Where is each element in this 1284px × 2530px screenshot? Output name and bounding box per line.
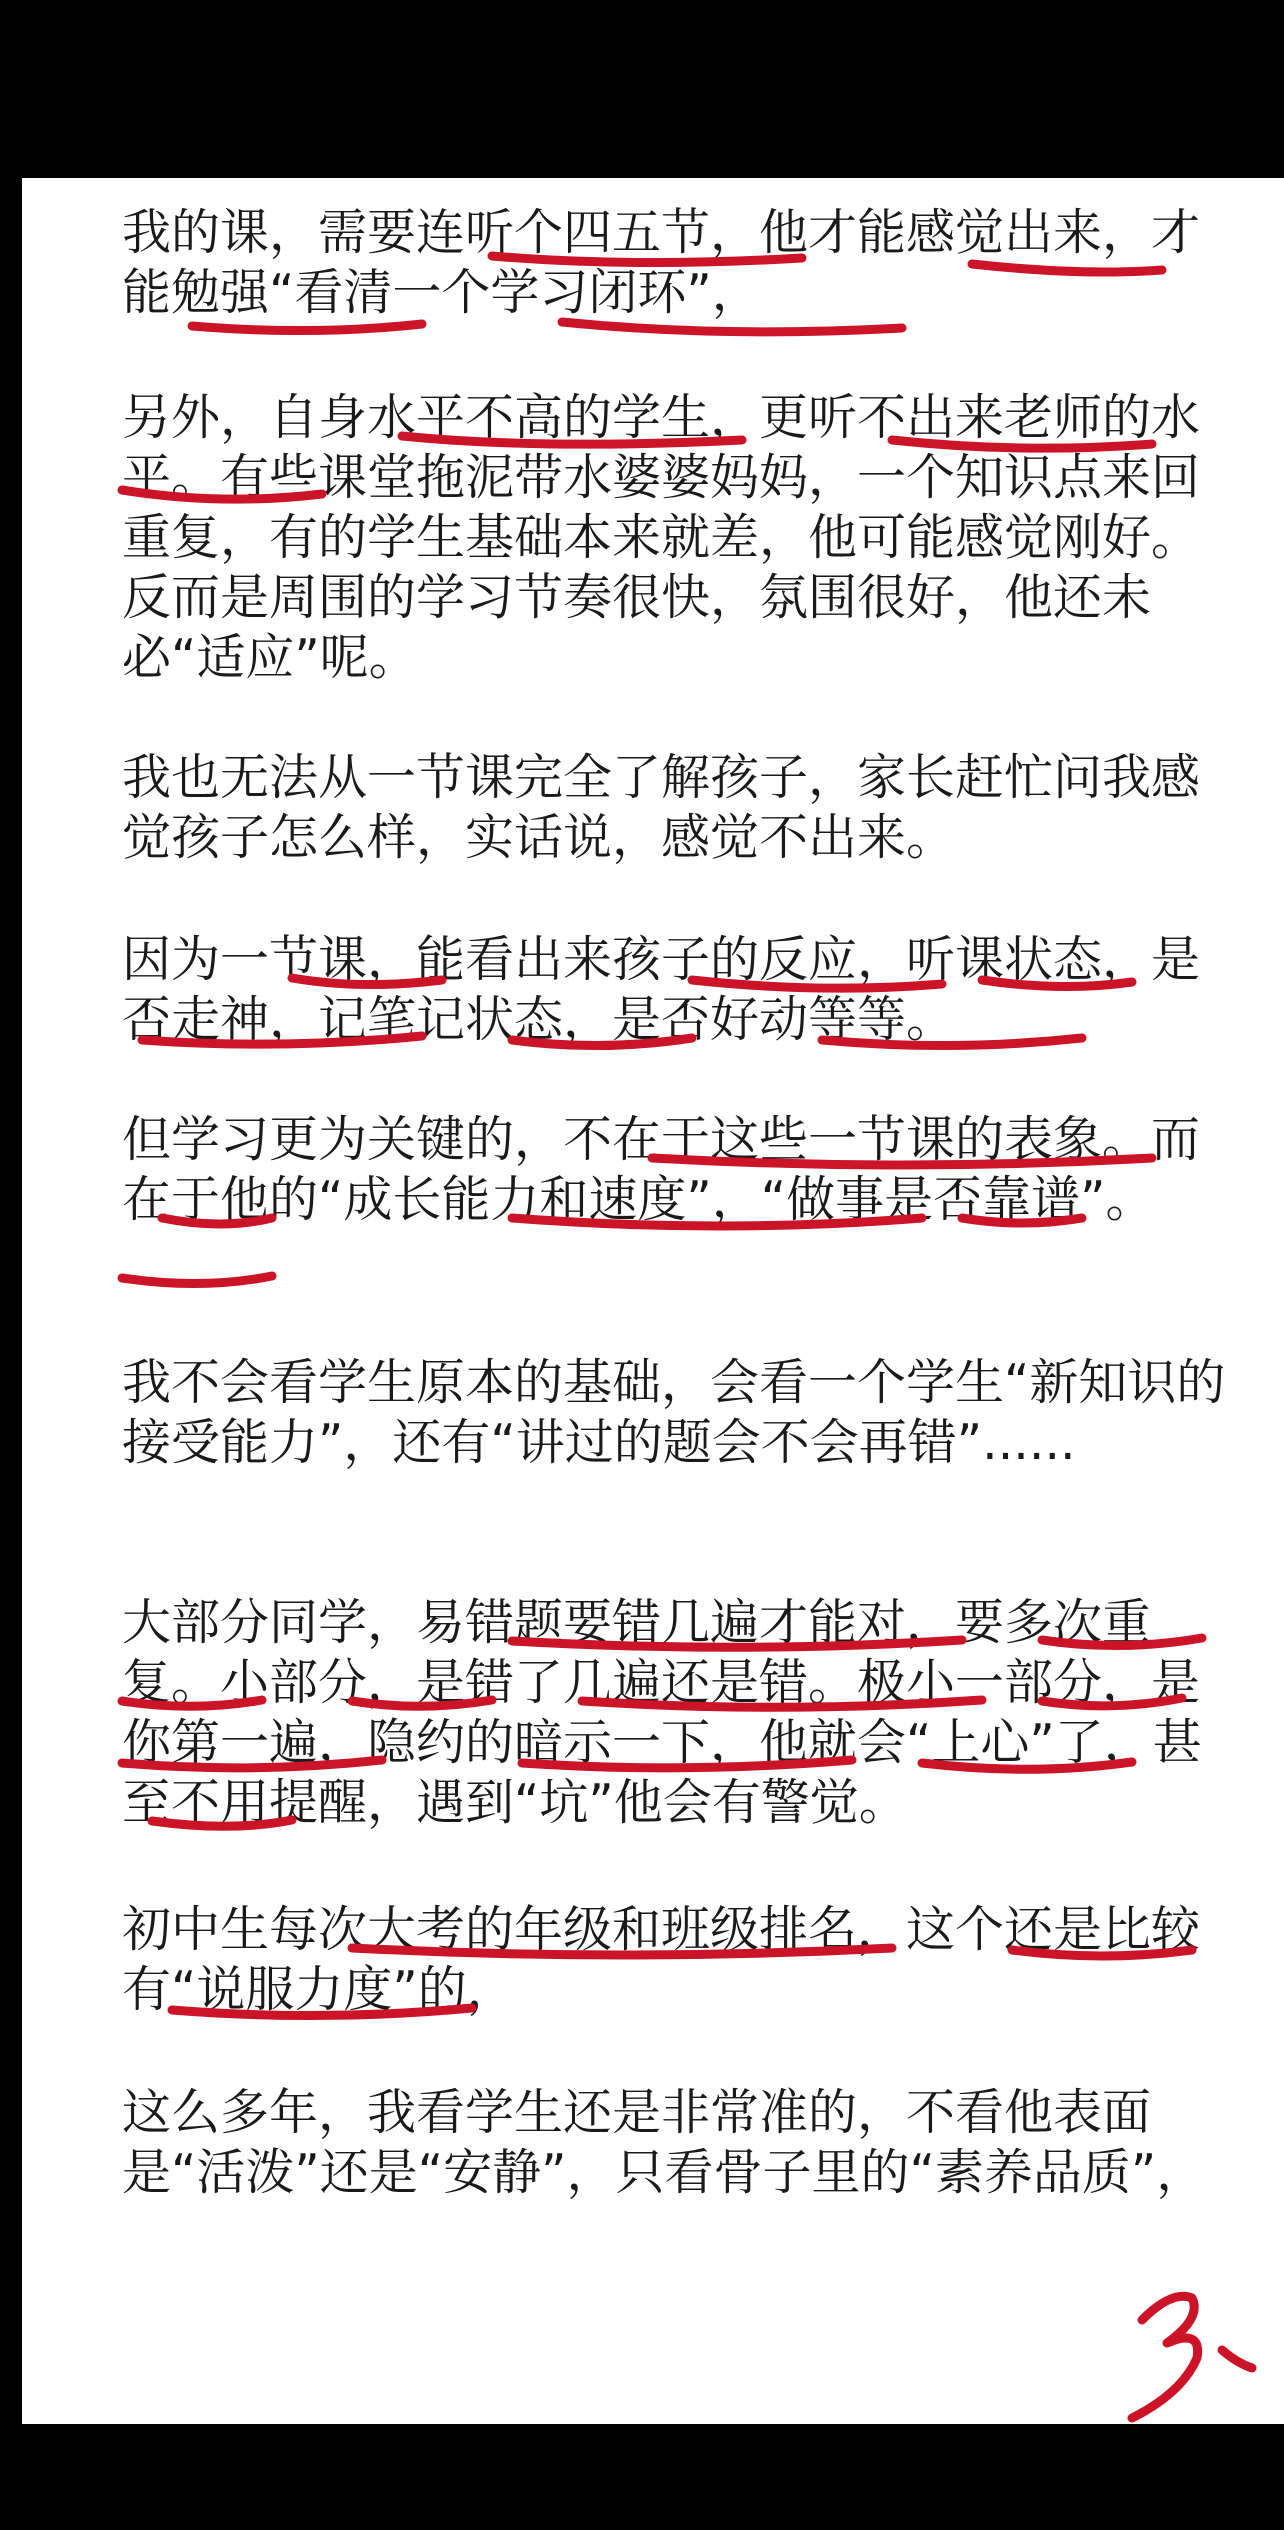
underline-mark bbox=[192, 324, 422, 331]
paragraph-3: 我也无法从一节课完全了解孩子，家长赶忙问我感觉孩子怎么样，实话说，感觉不出来。 bbox=[122, 749, 1201, 866]
signature-mark bbox=[1222, 2350, 1252, 2368]
paragraph-8: 初中生每次大考的年级和班级排名，这个还是比较有“说服力度”的， bbox=[122, 1901, 1201, 2018]
paragraph-6: 我不会看学生原本的基础，会看一个学生“新知识的接受能力”，还有“讲过的题会不会再错”...... bbox=[122, 1354, 1226, 1471]
signature-mark bbox=[1132, 2296, 1198, 2418]
paragraph-1: 我的课，需要连听个四五节，他才能感觉出来，才能勉强“看清一个学习闭环”， bbox=[122, 204, 1201, 321]
paragraph-4: 因为一节课，能看出来孩子的反应，听课状态，是否走神，记笔记状态，是否好动等等。 bbox=[122, 931, 1201, 1048]
paragraph-2: 另外，自身水平不高的学生，更听不出来老师的水平。有些课堂拖泥带水婆婆妈妈，一个知识点来回重复，有的学生基础本来就差，他可能感觉刚好。反而是周围的学习节奏很快，氛围很好，他还未必“适应”呢。 bbox=[122, 389, 1201, 686]
paragraph-5: 但学习更为关键的，不在于这些一节课的表象。而在于他的“成长能力和速度”，“做事是否靠谱”。 bbox=[122, 1111, 1201, 1228]
paragraph-9: 这么多年，我看学生还是非常准的，不看他表面是“活泼”还是“安静”，只看骨子里的“素养品质”， bbox=[122, 2084, 1206, 2201]
paragraph-7: 大部分同学，易错题要错几遍才能对，要多次重复。小部分，是错了几遍还是错。极小一部分，是你第一遍，隐约的暗示一下，他就会“上心”了，甚至不用提醒，遇到“坑”他会有警觉。 bbox=[122, 1594, 1202, 1831]
underline-mark bbox=[562, 322, 902, 332]
underline-mark bbox=[122, 1276, 272, 1284]
document-page bbox=[22, 178, 1284, 2424]
